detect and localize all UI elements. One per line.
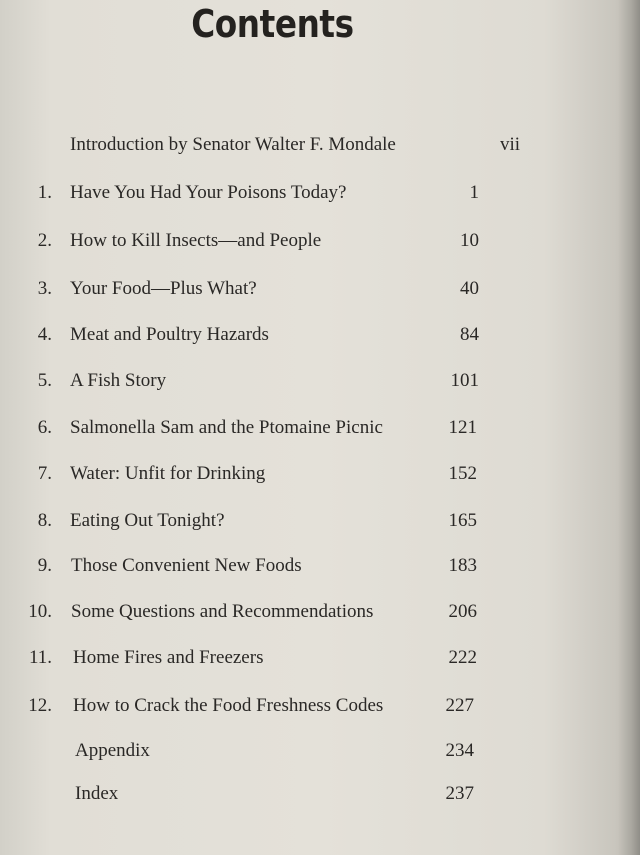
entry-number: 1.: [37, 182, 52, 203]
entry-number: 11.: [28, 647, 52, 668]
entry-page: 227: [445, 695, 474, 716]
toc-entry-chapter-11: [0, 647, 600, 677]
entry-number: 5.: [37, 370, 52, 391]
entry-title: Those Convenient New Foods: [71, 555, 302, 576]
entry-number: 4.: [37, 324, 52, 345]
entry-page: 183: [448, 555, 477, 576]
toc-entry-introduction: [0, 134, 600, 164]
entry-page: 165: [448, 510, 477, 531]
entry-title: Appendix: [75, 740, 150, 761]
entry-number: 7.: [37, 463, 52, 484]
toc-entry-chapter-5: [0, 370, 600, 400]
entry-title: How to Crack the Food Freshness Codes: [73, 695, 384, 716]
entry-title: How to Kill Insects—and People: [70, 230, 322, 251]
entry-number: 3.: [37, 278, 52, 299]
toc-entry-chapter-12: [0, 695, 600, 725]
toc-entry-chapter-10: [0, 601, 600, 631]
entry-number: 6.: [37, 417, 52, 438]
entry-page: 152: [448, 463, 477, 484]
entry-page: 237: [445, 783, 474, 804]
entry-title: Introduction by Senator Walter F. Mondale: [70, 134, 396, 155]
entry-page: 1: [469, 182, 479, 203]
entry-page: vii: [499, 134, 520, 155]
entry-number: 9.: [37, 555, 52, 576]
entry-page: 101: [450, 370, 479, 391]
entry-title: Have You Had Your Poisons Today?: [70, 182, 347, 203]
entry-title: Home Fires and Freezers: [73, 647, 264, 668]
entry-title: Some Questions and Recommendations: [71, 601, 374, 622]
toc-entry-index: [0, 783, 600, 813]
entry-title: Meat and Poultry Hazards: [70, 324, 269, 345]
entry-number: 8.: [37, 510, 52, 531]
page-title: Contents: [191, 2, 354, 46]
toc-entry-chapter-6: [0, 417, 600, 447]
page-edge-shadow: [618, 0, 640, 855]
toc-entry-chapter-7: [0, 463, 600, 493]
entry-page: 84: [460, 324, 479, 345]
toc-entry-chapter-3: [0, 278, 600, 308]
entry-page: 222: [448, 647, 477, 668]
entry-page: 10: [460, 230, 479, 251]
entry-page: 40: [460, 278, 479, 299]
entry-title: Index: [75, 783, 119, 804]
toc-entry-chapter-9: [0, 555, 600, 585]
entry-number: 10.: [28, 601, 52, 622]
entry-title: A Fish Story: [70, 370, 167, 391]
toc-entry-chapter-4: [0, 324, 600, 354]
entry-title: Water: Unfit for Drinking: [70, 463, 266, 484]
entry-title: Eating Out Tonight?: [70, 510, 225, 531]
entry-title: Your Food—Plus What?: [70, 278, 257, 299]
entry-page: 206: [448, 601, 477, 622]
toc-entry-chapter-1: [0, 182, 600, 212]
toc-entry-appendix: [0, 740, 600, 770]
entry-page: 121: [448, 417, 477, 438]
toc-entry-chapter-2: [0, 230, 600, 260]
entry-title: Salmonella Sam and the Ptomaine Picnic: [70, 417, 383, 438]
entry-number: 12.: [28, 695, 52, 716]
entry-page: 234: [445, 740, 474, 761]
entry-number: 2.: [37, 230, 52, 251]
toc-entry-chapter-8: [0, 510, 600, 540]
